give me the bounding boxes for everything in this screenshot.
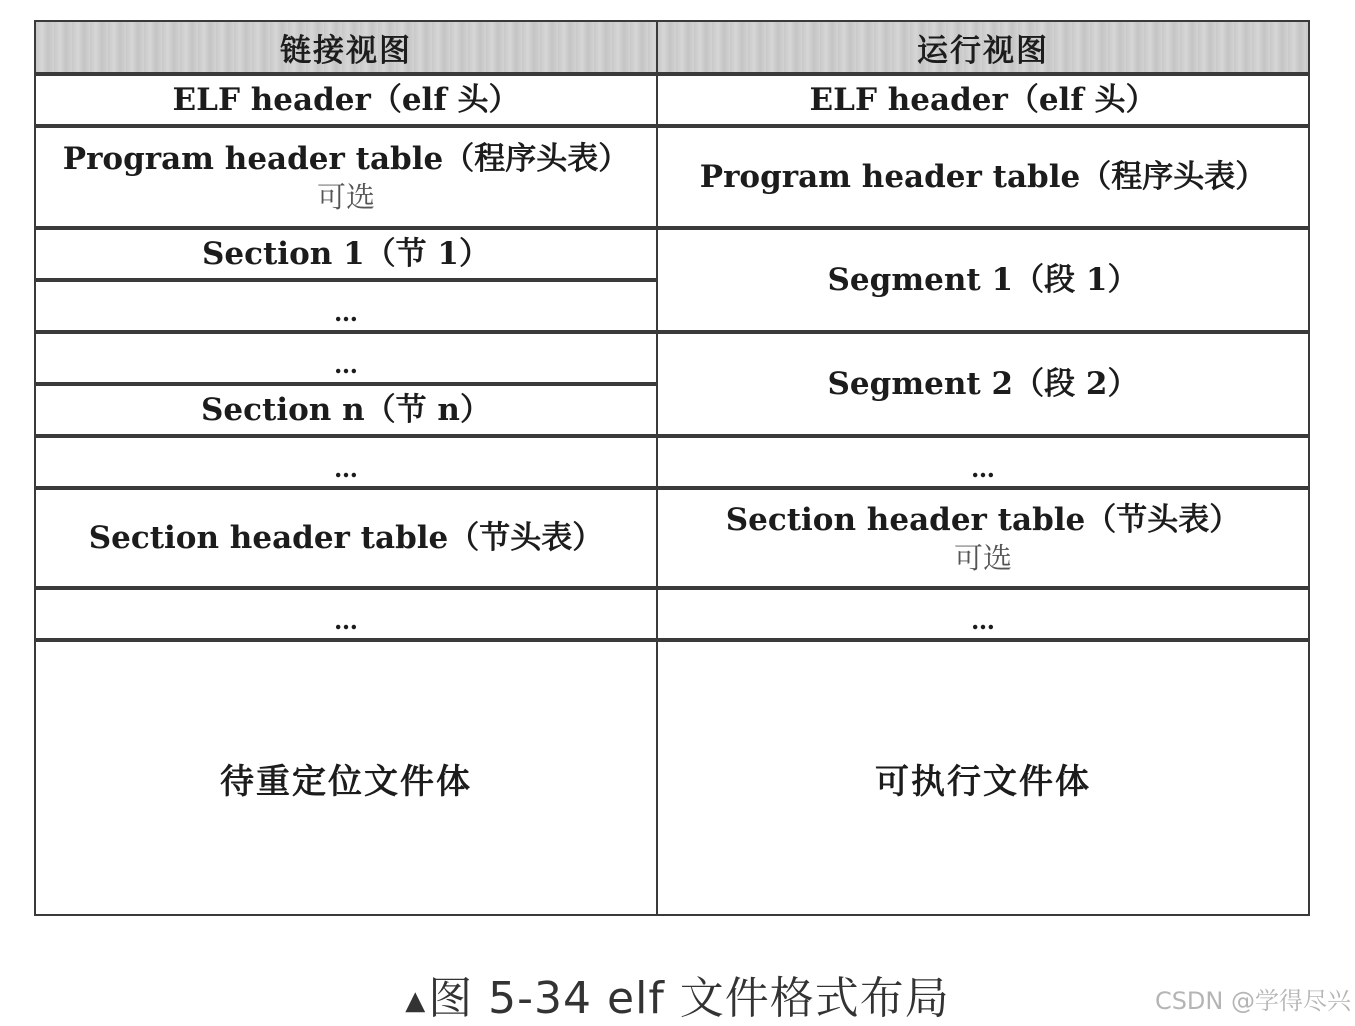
run-section-header-optional: 可选 [953, 541, 1012, 575]
link-program-header-optional: 可选 [316, 180, 375, 214]
run-ellipsis-2: … [971, 606, 995, 635]
link-program-header-label: Program header table（程序头表） [62, 141, 630, 177]
link-section-header-label: Section header table（节头表） [88, 520, 604, 556]
link-view-header [34, 20, 658, 74]
link-section-1-label: Section 1（节 1） [201, 236, 491, 272]
link-section-n-cell [34, 384, 658, 436]
run-section-header-cell [656, 488, 1310, 588]
link-ellipsis-cell-3 [34, 436, 658, 488]
link-ellipsis-1: … [334, 298, 358, 327]
segment-1-cell [656, 228, 1310, 332]
link-ellipsis-3: … [334, 454, 358, 483]
link-ellipsis-cell-1 [34, 280, 658, 332]
segment-1-label: Segment 1（段 1） [827, 262, 1139, 298]
relocatable-body-label: 待重定位文件体 [220, 761, 472, 802]
link-view-column [34, 22, 658, 916]
segment-2-cell [656, 332, 1310, 436]
link-view-header-label: 链接视图 [280, 32, 412, 69]
run-view-header-label: 运行视图 [917, 32, 1049, 69]
run-section-header-label: Section header table（节头表） [725, 502, 1241, 538]
run-view-column [658, 22, 1310, 916]
run-elf-header-cell [656, 74, 1310, 126]
link-ellipsis-4: … [334, 606, 358, 635]
triangle-marker-icon: ▲ [405, 986, 427, 1016]
run-program-header-label: Program header table（程序头表） [699, 159, 1267, 195]
run-ellipsis-1: … [971, 454, 995, 483]
link-section-1-cell [34, 228, 658, 280]
figure-caption [0, 962, 1355, 1026]
executable-body-label: 可执行文件体 [875, 761, 1091, 802]
run-ellipsis-cell-2 [656, 588, 1310, 640]
run-view-header [656, 20, 1310, 74]
link-elf-header-label: ELF header（elf 头） [172, 82, 520, 118]
link-ellipsis-cell-4 [34, 588, 658, 640]
link-elf-header-cell [34, 74, 658, 126]
link-section-n-label: Section n（节 n） [201, 392, 491, 428]
link-program-header-cell [34, 126, 658, 228]
run-ellipsis-cell-1 [656, 436, 1310, 488]
link-ellipsis-2: … [334, 350, 358, 379]
run-elf-header-label: ELF header（elf 头） [809, 82, 1157, 118]
link-section-header-cell [34, 488, 658, 588]
elf-layout-table [34, 22, 1310, 916]
figure-caption-text: 图 5-34 elf 文件格式布局 [428, 973, 950, 1024]
relocatable-body-cell [34, 640, 658, 916]
executable-body-cell [656, 640, 1310, 916]
run-program-header-cell [656, 126, 1310, 228]
csdn-watermark: CSDN @学得尽兴 [1154, 987, 1351, 1015]
segment-2-label: Segment 2（段 2） [827, 366, 1139, 402]
link-ellipsis-cell-2 [34, 332, 658, 384]
